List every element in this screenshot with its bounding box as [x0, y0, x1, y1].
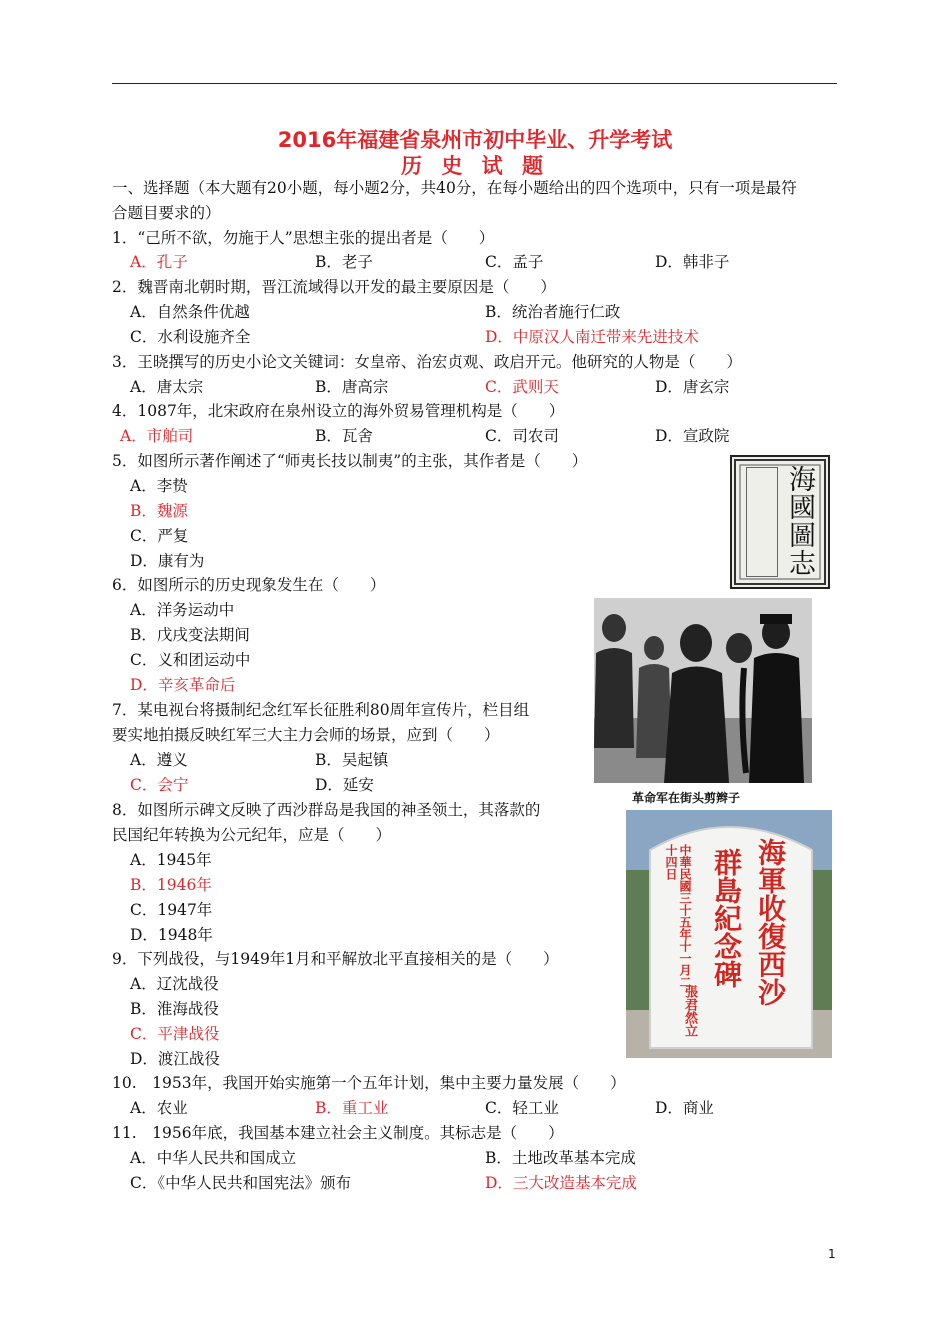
- q2-option-c: C．水利设施齐全: [130, 328, 251, 346]
- q1-option-a: A．孔子: [130, 253, 188, 271]
- q10-option-a: A．农业: [130, 1099, 188, 1117]
- question-9-stem: 9．下列战役，与1949年1月和平解放北平直接相关的是（ ）: [112, 950, 559, 968]
- queue-cutting-photo: [594, 598, 812, 783]
- q6-option-c: C．义和团运动中: [130, 651, 251, 669]
- stele-signer: 張君然立: [682, 985, 697, 1037]
- q3-option-d: D．唐玄宗: [655, 378, 730, 396]
- question-5-stem: 5．如图所示著作阐述了“师夷长技以制夷”的主张，其作者是（ ）: [112, 452, 588, 470]
- section-intro-cont: 合题目要求的）: [112, 204, 221, 222]
- q1-option-c: C．孟子: [485, 253, 544, 271]
- q11-option-a: A．中华人民共和国成立: [130, 1149, 297, 1167]
- question-4-stem: 4．1087年，北宋政府在泉州设立的海外贸易管理机构是（ ）: [112, 402, 565, 420]
- q10-option-b: B．重工业: [315, 1099, 389, 1117]
- question-7-stem-cont: 要实地拍摄反映红军三大主力会师的场景，应到（ ）: [112, 726, 500, 744]
- question-10-stem: 10. 1953年，我国开始实施第一个五年计划，集中主要力量发展（ ）: [112, 1074, 626, 1092]
- q5-option-a: A．李贽: [130, 477, 188, 495]
- q10-option-d: D．商业: [655, 1099, 714, 1117]
- q11-option-c: C．《中华人民共和国宪法》颁布: [130, 1174, 352, 1192]
- q9-option-c: C．平津战役: [130, 1025, 220, 1043]
- question-7-stem: 7．某电视台将摄制纪念红军长征胜利80周年宣传片，栏目组: [112, 701, 530, 719]
- q1-option-d: D．韩非子: [655, 253, 730, 271]
- question-11-stem: 11. 1956年底，我国基本建立社会主义制度。其标志是（ ）: [112, 1124, 564, 1142]
- stele-main-left: 群島紀念碑: [710, 848, 743, 988]
- q8-option-b: B．1946年: [130, 876, 212, 894]
- book-cover-image: [730, 455, 830, 589]
- question-8-stem-cont: 民国纪年转换为公元纪年，应是（ ）: [112, 826, 392, 844]
- q4-option-d: D．宣政院: [655, 427, 730, 445]
- photo-caption: 革命军在街头剪辫子: [632, 791, 741, 805]
- stele-photo: [626, 810, 832, 1058]
- q5-option-b: B．魏源: [130, 502, 188, 520]
- q7-option-d: D．延安: [315, 776, 374, 794]
- q1-option-b: B．老子: [315, 253, 373, 271]
- question-6-stem: 6．如图所示的历史现象发生在（ ）: [112, 576, 386, 594]
- stele-main-right: 海軍收復西沙: [754, 838, 787, 1006]
- q11-option-d: D．三大改造基本完成: [485, 1174, 637, 1192]
- q6-option-b: B．戊戌变法期间: [130, 626, 250, 644]
- q6-option-a: A．洋务运动中: [130, 601, 235, 619]
- q8-option-d: D．1948年: [130, 926, 213, 944]
- q3-option-b: B．唐高宗: [315, 378, 389, 396]
- q2-option-b: B．统治者施行仁政: [485, 303, 621, 321]
- section-intro: 一、选择题（本大题有20小题，每小题2分，共40分，在每小题给出的四个选项中，只有一项是最符: [112, 179, 797, 197]
- page-number: 1: [828, 1247, 836, 1261]
- q7-option-a: A．遵义: [130, 751, 188, 769]
- q10-option-c: C．轻工业: [485, 1099, 559, 1117]
- stele-date: 中華民國三十五年十一月二十四日: [664, 844, 692, 988]
- q2-option-a: A．自然条件优越: [130, 303, 250, 321]
- header-rule: [112, 83, 837, 84]
- q4-option-b: B．瓦舍: [315, 427, 373, 445]
- q5-option-d: D．康有为: [130, 552, 205, 570]
- photo-figures-icon: [594, 598, 812, 783]
- q8-option-a: A．1945年: [130, 851, 212, 869]
- q5-option-c: C．严复: [130, 527, 189, 545]
- q9-option-b: B．淮海战役: [130, 1000, 219, 1018]
- q4-option-a: A．市舶司: [120, 427, 194, 445]
- seal-left-panel: [746, 467, 778, 577]
- seal-text: 海國圖志: [784, 465, 815, 577]
- q2-option-d: D．中原汉人南迁带来先进技术: [485, 328, 699, 346]
- q11-option-b: B．土地改革基本完成: [485, 1149, 636, 1167]
- q9-option-a: A．辽沈战役: [130, 975, 219, 993]
- exam-subtitle: 历 史 试 题: [401, 154, 549, 178]
- q3-option-c: C．武则天: [485, 378, 559, 396]
- question-1-stem: 1．“己所不欲，勿施于人”思想主张的提出者是（ ）: [112, 229, 495, 247]
- q3-option-a: A．唐太宗: [130, 378, 204, 396]
- q4-option-c: C．司农司: [485, 427, 559, 445]
- question-8-stem: 8．如图所示碑文反映了西沙群岛是我国的神圣领土，其落款的: [112, 801, 541, 819]
- exam-title: 2016年福建省泉州市初中毕业、升学考试: [277, 128, 673, 152]
- q8-option-c: C．1947年: [130, 901, 213, 919]
- q7-option-b: B．吴起镇: [315, 751, 389, 769]
- question-3-stem: 3．王晓撰写的历史小论文关键词：女皇帝、治宏贞观、政启开元。他研究的人物是（ ）: [112, 353, 742, 371]
- question-2-stem: 2．魏晋南北朝时期，晋江流域得以开发的最主要原因是（ ）: [112, 278, 556, 296]
- q7-option-c: C．会宁: [130, 776, 189, 794]
- q9-option-d: D．渡江战役: [130, 1050, 220, 1068]
- q6-option-d: D．辛亥革命后: [130, 676, 236, 694]
